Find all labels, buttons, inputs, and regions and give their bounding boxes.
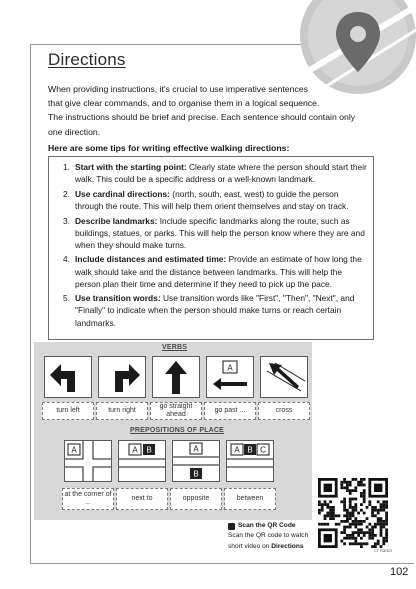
verb-tile-go-past	[206, 356, 254, 398]
scan-line: short video on	[228, 542, 272, 550]
verbs-heading: VERBS	[162, 344, 188, 351]
intro-line: The instructions should be brief and precise. Each sentence should contain only	[48, 112, 356, 123]
tile-letter: A	[71, 445, 77, 455]
preposition-label: next to	[116, 488, 168, 510]
scan-line: Scan the QR code to watch	[228, 532, 309, 540]
scan-qr-note	[228, 521, 312, 552]
turn-right-arrow-icon	[99, 357, 145, 397]
tips-list	[48, 156, 374, 340]
tip-title: Use cardinal directions:	[75, 188, 170, 199]
tip-number: 5.	[63, 293, 70, 304]
tip-number: 1.	[63, 162, 70, 172]
between-diagram-icon	[227, 441, 273, 481]
turn-left-arrow-icon	[45, 357, 91, 397]
qr-code-icon	[314, 477, 396, 553]
prep-tile-between	[226, 440, 274, 482]
tip-number: 2.	[63, 188, 70, 199]
tip-title: Use transition words:	[75, 293, 161, 304]
intro-line: that give clear commands, and to organise them in a logical sequence.	[48, 98, 320, 109]
cross-arrow-icon	[261, 357, 307, 397]
tile-letter: A	[234, 445, 240, 455]
tip-text: Include specific landmarks along the route, such as buildings, statues, or parks. This will help the person know where they are and when they should make turns.	[75, 215, 365, 250]
page-title: Directions	[48, 50, 126, 69]
verb-label: turn right	[96, 402, 148, 420]
opposite-diagram-icon	[173, 441, 219, 481]
scan-title: Scan the QR Code	[238, 522, 296, 529]
prepositions-heading: PREPOSITIONS OF PLACE	[130, 427, 225, 434]
list-item	[63, 161, 367, 185]
tile-letter: B	[146, 445, 152, 455]
verb-tile-turn-left	[44, 356, 92, 398]
list-item	[63, 215, 367, 251]
qr-small-icon	[228, 523, 235, 530]
tip-title: Describe landmarks:	[75, 215, 158, 226]
verb-tile-go-straight	[152, 356, 200, 398]
tip-text: Use transition words like "First", "Then", "Next", and "Finally" to indicate when the person should make turns or reach certain landmarks.	[75, 293, 355, 328]
list-item	[63, 292, 367, 328]
intro-line: one direction.	[48, 126, 101, 137]
tip-text: (north, south, east, west) to guide the person through the route. This will help them orient themselves and stay on track.	[75, 188, 349, 211]
go-past-arrow-icon	[207, 357, 253, 397]
verb-tile-turn-right	[98, 356, 146, 398]
page-number: 102	[390, 566, 409, 578]
preposition-label: between	[224, 488, 276, 510]
verb-label: cross	[258, 402, 310, 420]
next-to-diagram-icon	[119, 441, 165, 481]
tip-number: 3.	[63, 215, 70, 226]
tips-heading: Here are some tips for writing effective walking directions:	[48, 143, 290, 153]
verb-label: go past ...	[204, 402, 256, 420]
tile-letter: A	[227, 363, 233, 373]
verb-tile-cross	[260, 356, 308, 398]
scan-topic: Directions	[271, 542, 304, 550]
tip-title: Include distances and estimated time:	[75, 254, 227, 265]
preposition-label: opposite	[170, 488, 222, 510]
tip-number: 4.	[63, 254, 70, 265]
list-item	[63, 253, 367, 289]
tip-text: Provide an estimate of how long the walk should take and the distance between landmarks. This will help the person plan their time and determine if they need to pick up the pace.	[75, 254, 362, 289]
verb-label: turn left	[42, 402, 94, 420]
preposition-label: at the corner of ...	[62, 488, 114, 510]
verb-label: go straight ahead	[150, 402, 202, 420]
prep-tile-opposite	[172, 440, 220, 482]
prep-tile-next-to	[118, 440, 166, 482]
intro-paragraph	[48, 82, 378, 139]
tip-title: Start with the starting point:	[75, 162, 187, 172]
qr-code[interactable]	[314, 477, 396, 553]
tile-letter: C	[260, 445, 266, 455]
intro-line: When providing instructions, it's crucial to use imperative sentences	[48, 84, 308, 94]
vocabulary-graphic	[34, 342, 312, 520]
straight-arrow-icon	[153, 357, 199, 397]
tile-letter: B	[193, 469, 199, 479]
tile-letter: A	[193, 444, 199, 454]
tile-letter: A	[132, 445, 138, 455]
tile-letter: B	[247, 445, 253, 455]
tip-text: Clearly state where the person should start their walk. This could be a specific address or a well-known landmark.	[75, 162, 367, 185]
corner-diagram-icon	[65, 441, 111, 481]
list-item	[63, 188, 367, 212]
qr-caption: CT TOECO	[374, 549, 392, 553]
prep-tile-at-corner	[64, 440, 112, 482]
